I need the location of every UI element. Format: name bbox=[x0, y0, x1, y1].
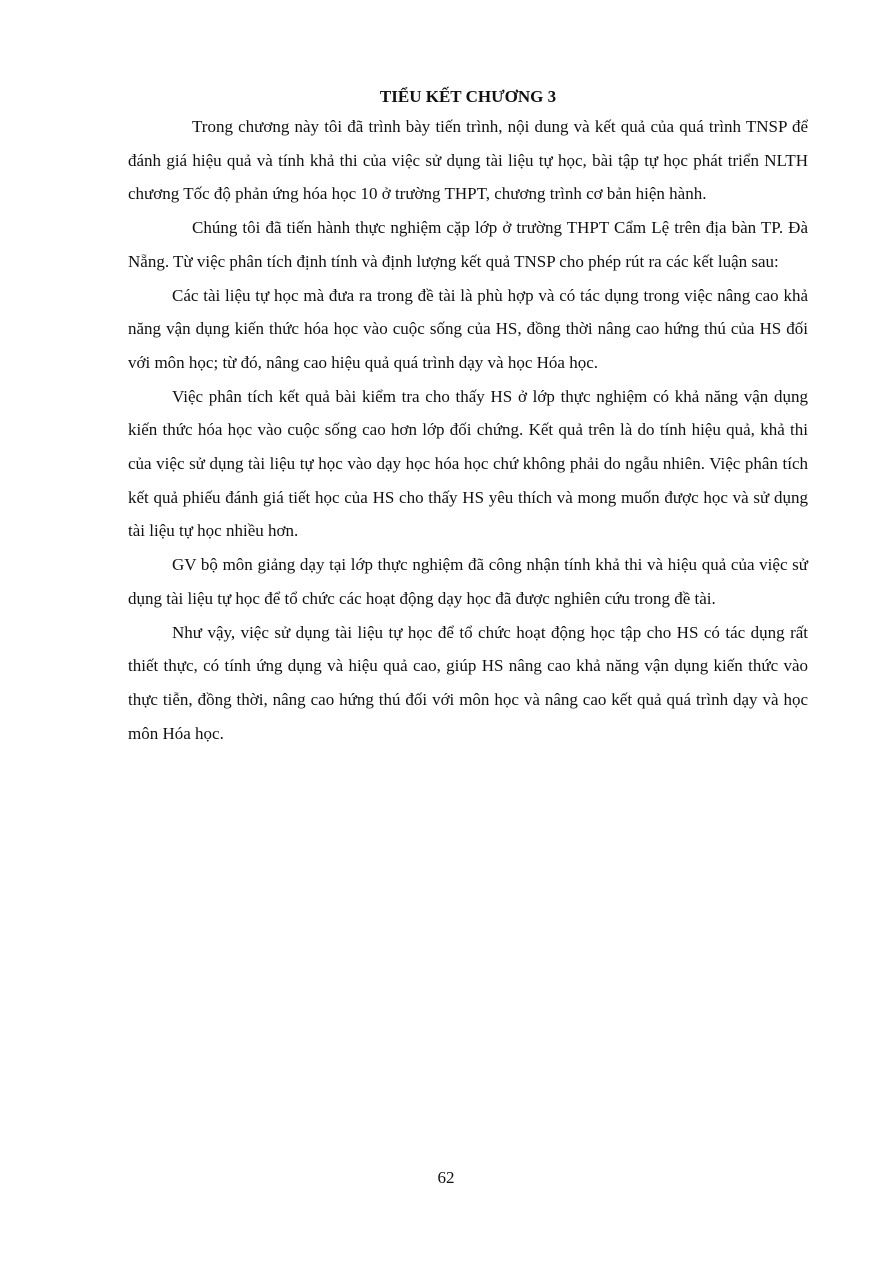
paragraph-experiment: Chúng tôi đã tiến hành thực nghiệm cặp lớp ở trường THPT Cẩm Lệ trên địa bàn TP. Đà Nẵng. Từ việc phân tích định tính và định lượng kết quả TNSP cho phép rút ra các kết luận sau: bbox=[128, 218, 808, 271]
paragraph-intro: Trong chương này tôi đã trình bày tiến trình, nội dung và kết quả của quá trình TNSP để đánh giá hiệu quả và tính khả thi của việc sử dụng tài liệu tự học, bài tập tự học phát triển NLTH chương Tốc độ phản ứng hóa học 10 ở trường THPT, chương trình cơ bản hiện hành. bbox=[128, 117, 808, 204]
page-number: 62 bbox=[437, 1168, 455, 1187]
paragraph-summary: Như vậy, việc sử dụng tài liệu tự học để tổ chức hoạt động học tập cho HS có tác dụng rất thiết thực, có tính ứng dụng và hiệu quả cao, giúp HS nâng cao khả năng vận dụng kiến thức vào thực tiễn, đồng thời, nâng cao hứng thú đối với môn học và nâng cao kết quả quá trình dạy và học môn Hóa học. bbox=[128, 622, 808, 743]
chapter-title: TIỂU KẾT CHƯƠNG 3 bbox=[379, 87, 557, 106]
paragraph-conclusion-materials: Các tài liệu tự học mà đưa ra trong đề tài là phù hợp và có tác dụng trong việc nâng cao khả năng vận dụng kiến thức hóa học vào cuộc sống của HS, đồng thời nâng cao hứng thú của HS đối với môn học; từ đó, nâng cao hiệu quả quá trình dạy và học Hóa học. bbox=[128, 285, 808, 372]
paragraph-conclusion-tests: Việc phân tích kết quả bài kiểm tra cho thấy HS ở lớp thực nghiệm có khả năng vận dụng kiến thức hóa học vào cuộc sống cao hơn lớp đối chứng. Kết quả trên là do tính hiệu quả, khả thi của việc sử dụng tài liệu tự học vào dạy học hóa học chứ không phải do ngẫu nhiên. Việc phân tích kết quả phiếu đánh giá tiết học của HS cho thấy HS yêu thích và mong muốn được học và sử dụng tài liệu tự học nhiều hơn. bbox=[128, 386, 808, 541]
page-content bbox=[128, 84, 808, 750]
paragraph-conclusion-teachers: GV bộ môn giảng dạy tại lớp thực nghiệm đã công nhận tính khả thi và hiệu quả của việc sử dụng tài liệu tự học để tổ chức các hoạt động dạy học đã được nghiên cứu trong đề tài. bbox=[128, 555, 808, 608]
